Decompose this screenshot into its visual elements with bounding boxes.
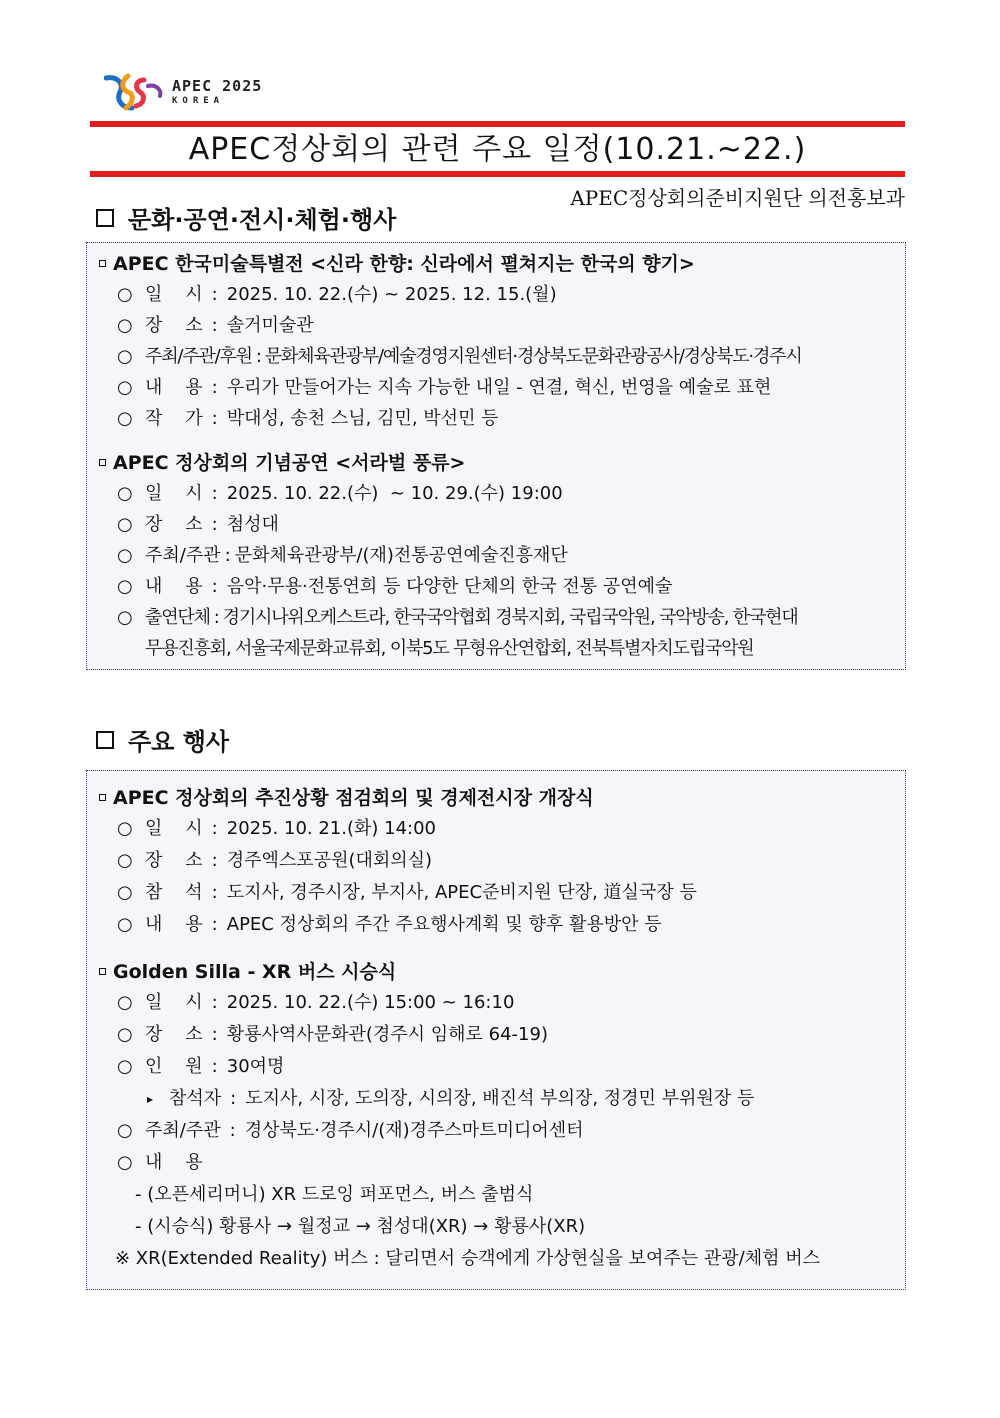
- event-detail-row: [87, 987, 905, 1019]
- section-heading-culture: [96, 200, 396, 235]
- event-detail-row: [87, 1019, 905, 1051]
- colon-separator: :: [230, 1088, 237, 1109]
- detail-value: 도지사, 시장, 도의장, 시의장, 배진석 부의장, 정경민 부위원장 등: [245, 1088, 755, 1109]
- event-detail-row: [87, 372, 905, 403]
- event-detail-row: [87, 1051, 905, 1083]
- circle-bullet-icon: ○: [117, 1152, 133, 1173]
- small-square-bullet-icon: [99, 260, 106, 267]
- detail-value: 2025. 10. 22.(수) ~ 2025. 12. 15.(월): [226, 284, 557, 305]
- event-title: [87, 249, 905, 279]
- apec-emblem-icon: [104, 72, 166, 112]
- colon-separator: :: [211, 1024, 218, 1045]
- detail-value: 문화체육관광부/(재)전통공연예술진흥재단: [234, 545, 568, 566]
- program-line: - (시승식) 황룡사 → 월정교 → 첨성대(XR) → 황룡사(XR): [135, 1216, 586, 1237]
- colon-separator: :: [211, 818, 218, 839]
- circle-bullet-icon: ○: [117, 882, 133, 903]
- detail-value: 도지사, 경주시장, 부지사, APEC준비지원 단장, 道실국장 등: [226, 882, 697, 903]
- detail-value: 박대성, 송천 스님, 김민, 박선민 등: [226, 408, 499, 429]
- event-block: [87, 783, 905, 941]
- circle-bullet-icon: ○: [117, 514, 133, 535]
- event-block: [87, 249, 905, 434]
- circle-bullet-icon: ○: [117, 992, 133, 1013]
- checkbox-square-icon: [96, 731, 114, 749]
- circle-bullet-icon: ○: [117, 1024, 133, 1045]
- event-title-text: APEC 한국미술특별전 <신라 한향: 신라에서 펼쳐지는 한국의 향기>: [113, 253, 695, 275]
- document-title: APEC정상회의 관련 주요 일정(10.21.~22.): [188, 132, 807, 167]
- circle-bullet-icon: ○: [117, 284, 133, 305]
- event-detail-row: [87, 1115, 905, 1147]
- detail-label: 내 용: [145, 377, 203, 398]
- event-detail-row: [87, 478, 905, 509]
- circle-bullet-icon: ○: [117, 1056, 133, 1077]
- event-detail-row: [87, 813, 905, 845]
- detail-label: 주최/주관/후원: [145, 346, 252, 367]
- detail-label: 참석자: [169, 1088, 222, 1109]
- circle-bullet-icon: ○: [117, 408, 133, 429]
- issuer-department: APEC정상회의준비지원단 의전홍보과: [570, 186, 905, 210]
- detail-label: 일 시: [145, 284, 203, 305]
- circle-bullet-icon: ○: [117, 346, 132, 367]
- small-square-bullet-icon: [99, 459, 106, 466]
- event-detail-row: [87, 571, 905, 602]
- circle-bullet-icon: ○: [117, 545, 133, 566]
- small-square-bullet-icon: [99, 794, 106, 801]
- event-title: [87, 957, 905, 987]
- detail-value: 2025. 10. 22.(수) 15:00 ~ 16:10: [226, 992, 515, 1013]
- detail-label: 내 용: [145, 1152, 203, 1173]
- detail-label: 주최/주관: [145, 1120, 221, 1141]
- circle-bullet-icon: ○: [117, 483, 133, 504]
- title-bottom-rule: [90, 171, 905, 177]
- checkbox-square-icon: [96, 209, 114, 227]
- detail-label: 장 소: [145, 1024, 203, 1045]
- colon-separator: :: [211, 576, 218, 597]
- event-detail-row: [87, 540, 905, 571]
- detail-value: 황룡사역사문화관(경주시 임해로 64-19): [226, 1024, 548, 1045]
- circle-bullet-icon: ○: [117, 576, 133, 597]
- detail-label: 일 시: [145, 483, 203, 504]
- event-title-text: APEC 정상회의 기념공연 <서라벌 풍류>: [113, 452, 466, 474]
- colon-separator: :: [211, 315, 218, 336]
- detail-value: 경상북도·경주시/(재)경주스마트미디어센터: [244, 1120, 584, 1141]
- event-block: [87, 448, 905, 664]
- detail-label: 일 시: [145, 818, 203, 839]
- detail-label: 장 소: [145, 850, 203, 871]
- colon-separator: :: [211, 483, 218, 504]
- colon-separator: :: [211, 850, 218, 871]
- colon-separator: :: [211, 284, 218, 305]
- detail-label: 장 소: [145, 514, 203, 535]
- detail-label: 내 용: [145, 576, 203, 597]
- detail-label: 작 가: [145, 408, 203, 429]
- detail-label: 출연단체: [145, 607, 210, 628]
- section-heading-text: 문화·공연·전시·체험·행사: [128, 206, 397, 234]
- circle-bullet-icon: ○: [117, 914, 133, 935]
- detail-value: 문화체육관광부/예술경영지원센터·경상북도문화관광공사/경상북도·경주시: [264, 346, 802, 367]
- circle-bullet-icon: ○: [117, 850, 133, 871]
- logo-title: APEC 2025: [172, 76, 263, 95]
- event-detail-row: [87, 403, 905, 434]
- colon-separator: :: [255, 346, 261, 367]
- small-square-bullet-icon: [99, 968, 106, 975]
- circle-bullet-icon: ○: [117, 377, 133, 398]
- colon-separator: :: [211, 408, 218, 429]
- main-events-panel: [86, 770, 906, 1290]
- detail-value: 경주엑스포공원(대회의실): [226, 850, 433, 871]
- colon-separator: :: [211, 377, 218, 398]
- colon-separator: :: [213, 607, 219, 628]
- event-detail-row: [87, 310, 905, 341]
- apec-logo: [104, 70, 262, 114]
- event-detail-row: [87, 509, 905, 540]
- circle-bullet-icon: ○: [117, 315, 133, 336]
- title-top-rule: [90, 121, 905, 127]
- circle-bullet-icon: ○: [117, 818, 133, 839]
- logo-subtitle: KOREA: [172, 95, 225, 106]
- colon-separator: :: [211, 1056, 218, 1077]
- footnote: ※ XR(Extended Reality) 버스 : 달리면서 승객에게 가상현실을 보여주는 관광/체험 버스: [115, 1248, 821, 1269]
- event-title-text: Golden Silla - XR 버스 시승식: [113, 961, 397, 983]
- attendees-row: [87, 1083, 905, 1115]
- section-heading-main-events: [96, 722, 229, 757]
- detail-value: 우리가 만들어가는 지속 가능한 내일 - 연결, 혁신, 번영을 예술로 표현: [226, 377, 772, 398]
- detail-value: 2025. 10. 22.(수) ~ 10. 29.(수) 19:00: [226, 483, 563, 504]
- colon-separator: :: [211, 514, 218, 535]
- detail-label: 인 원: [145, 1056, 203, 1077]
- detail-continuation: 무용진흥회, 서울국제문화교류회, 이북5도 무형유산연합회, 전북특별자치도립국악원: [145, 638, 754, 659]
- event-title: [87, 783, 905, 813]
- detail-label: 주최/주관: [145, 545, 221, 566]
- detail-value: 음악·무용·전통연희 등 다양한 단체의 한국 전통 공연예술: [226, 576, 673, 597]
- program-line: - (오픈세리머니) XR 드로잉 퍼포먼스, 버스 출범식: [135, 1184, 534, 1205]
- triangle-bullet-icon: ▸: [147, 1092, 154, 1106]
- detail-label: 내 용: [145, 914, 203, 935]
- event-detail-row: [87, 909, 905, 941]
- event-detail-row: [87, 602, 905, 633]
- event-detail-row: [87, 1147, 905, 1179]
- culture-events-panel: [86, 242, 906, 670]
- event-detail-row: [87, 845, 905, 877]
- event-detail-row: [87, 341, 905, 372]
- detail-value: 경기시나위오케스트라, 한국국악협회 경북지회, 국립국악원, 국악방송, 한국현대: [222, 607, 798, 628]
- detail-value: 첨성대: [226, 514, 279, 535]
- colon-separator: :: [224, 545, 231, 566]
- detail-value: 30여명: [226, 1056, 285, 1077]
- colon-separator: :: [211, 992, 218, 1013]
- detail-value: APEC 정상회의 주간 주요행사계획 및 향후 활용방안 등: [226, 914, 662, 935]
- event-detail-row: [87, 877, 905, 909]
- colon-separator: :: [229, 1120, 236, 1141]
- event-block: [87, 957, 905, 1275]
- detail-value: 2025. 10. 21.(화) 14:00: [226, 818, 437, 839]
- circle-bullet-icon: ○: [117, 1120, 133, 1141]
- colon-separator: :: [211, 914, 218, 935]
- detail-label: 참 석: [145, 882, 203, 903]
- event-title: [87, 448, 905, 478]
- detail-label: 일 시: [145, 992, 203, 1013]
- event-detail-row: [87, 279, 905, 310]
- detail-value: 솔거미술관: [226, 315, 314, 336]
- colon-separator: :: [211, 882, 218, 903]
- event-title-text: APEC 정상회의 추진상황 점검회의 및 경제전시장 개장식: [113, 787, 594, 809]
- detail-label: 장 소: [145, 315, 203, 336]
- circle-bullet-icon: ○: [117, 607, 132, 628]
- section-heading-text: 주요 행사: [128, 728, 230, 756]
